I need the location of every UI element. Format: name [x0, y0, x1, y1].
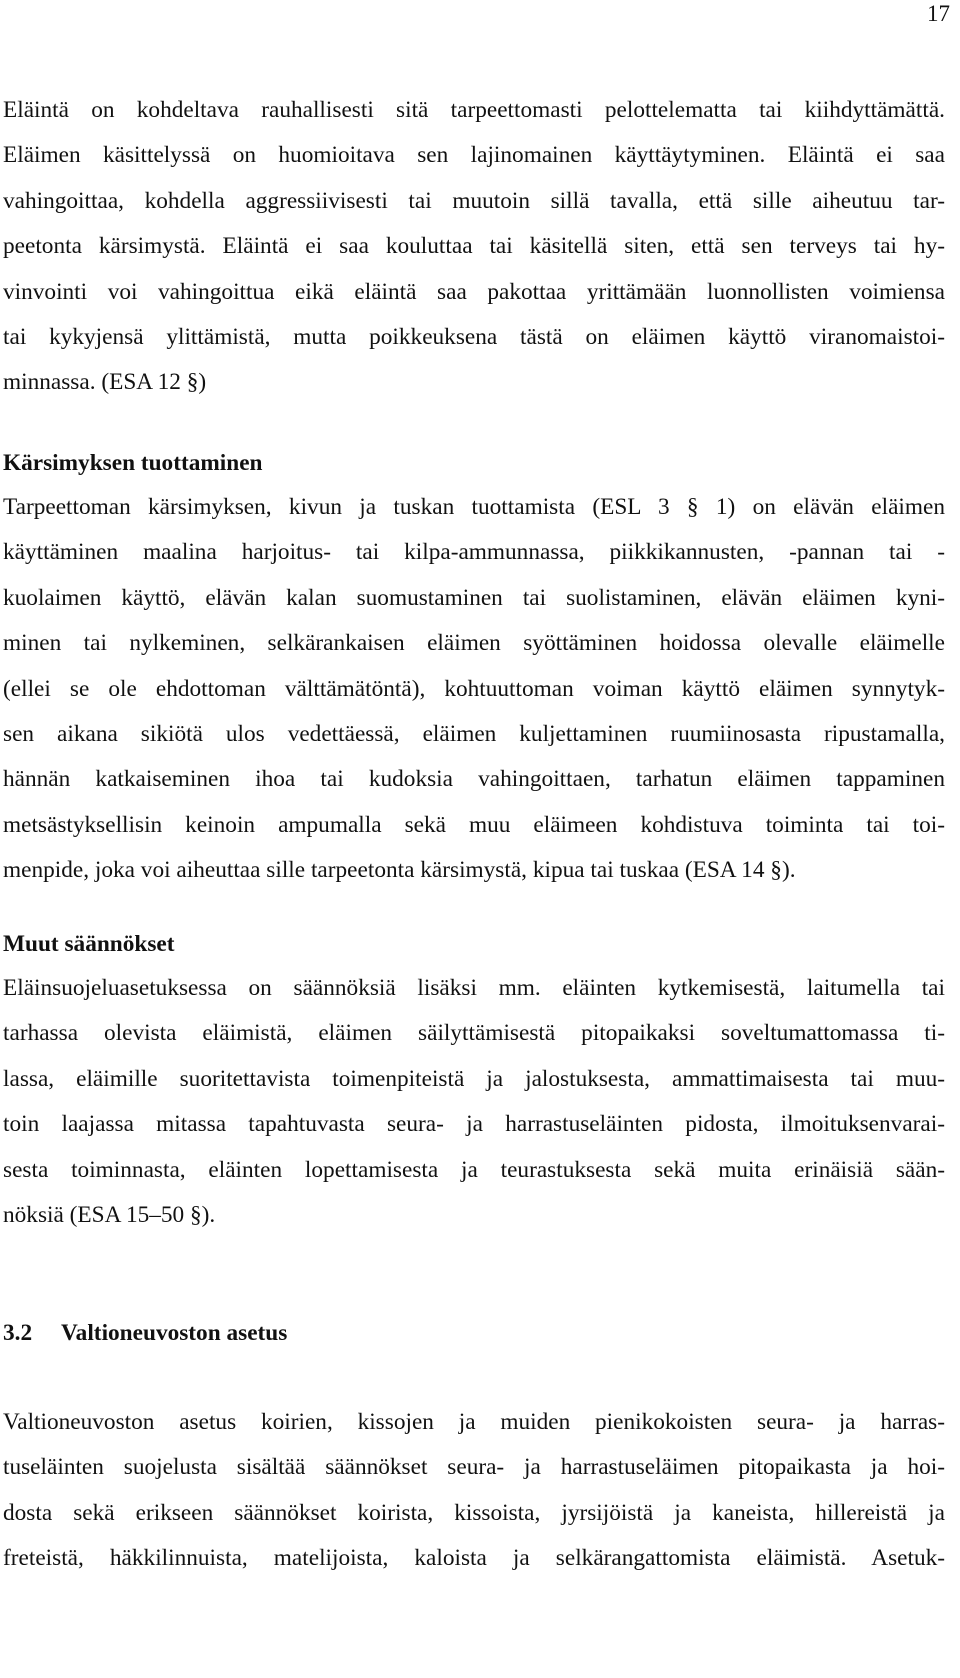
text-line: minen tai nylkeminen, selkärankaisen eläimen syöttäminen hoidossa olevalle eläimelle — [3, 630, 945, 657]
text-line: Eläintä on kohdeltava rauhallisesti sitä tarpeettomasti pelottelematta tai kiihdyttämättä. — [3, 97, 945, 123]
text-line: käyttäminen maalina harjoitus- tai kilpa-ammunnassa, piikkikannusten, -pannan tai - — [3, 539, 945, 566]
text-line: nöksiä (ESA 15–50 §). — [3, 1202, 216, 1229]
text-line: minnassa. (ESA 12 §) — [3, 369, 207, 396]
text-line: sesta toiminnasta, eläinten lopettamisesta ja teurastuksesta sekä muita erinäisiä sään- — [3, 1156, 945, 1183]
paragraph-other-provisions — [3, 966, 945, 1238]
text-line: vinvointi voi vahingoittua eikä eläintä saa pakottaa yrittämään luonnollisten voimiensa — [3, 278, 945, 305]
section-number: 3.2 — [3, 1320, 33, 1346]
text-line: freteistä, häkkilinnuista, matelijoista, kaloista ja selkärangattomista eläimistä. Asetuk- — [3, 1545, 945, 1572]
text-line: metsästyksellisin keinoin ampumalla sekä muu eläimeen kohdistuva toiminta tai toi- — [3, 811, 945, 838]
text-line: (ellei se ole ehdottoman välttämätöntä), kohtuuttoman voiman käyttö eläimen synnytyk- — [3, 675, 945, 702]
heading-other-provisions: Muut säännökset — [3, 931, 175, 957]
text-line: kuolaimen käyttö, elävän kalan suomustaminen tai suolistaminen, elävän eläimen kyni- — [3, 584, 945, 611]
page-number: 17 — [927, 1, 950, 26]
section-title: Valtioneuvoston asetus — [61, 1320, 288, 1346]
paragraph-suffering — [3, 485, 945, 894]
text-line: tuseläinten suojelusta sisältää säännökset seura- ja harrastuseläimen pitopaikasta ja hoi- — [3, 1454, 945, 1481]
text-line: vahingoittaa, kohdella aggressiivisesti tai muutoin sillä tavalla, että sille aiheutuu tar- — [3, 187, 945, 214]
text-line: tarhassa olevista eläimistä, eläimen säilyttämisestä pitopaikaksi soveltumattomassa ti- — [3, 1020, 945, 1047]
text-line: toin laajassa mitassa tapahtuvasta seura- ja harrastuseläinten pidosta, ilmoituksenvarai- — [3, 1111, 945, 1138]
text-line: Valtioneuvoston asetus koirien, kissojen ja muiden pienikokoisten seura- ja harras- — [3, 1409, 945, 1435]
heading-suffering: Kärsimyksen tuottaminen — [3, 450, 263, 476]
text-line: peetonta kärsimystä. Eläintä ei saa kouluttaa tai käsitellä siten, että sen terveys tai hy- — [3, 233, 945, 260]
paragraph-government-decree — [3, 1400, 945, 1582]
text-line: sen aikana sikiötä ulos vedettäessä, eläimen kuljettaminen ruumiinosasta ripustamalla, — [3, 721, 945, 748]
text-line: tai kykyjensä ylittämistä, mutta poikkeuksena tästä on eläimen käyttö viranomaistoi- — [3, 324, 945, 351]
text-line: Tarpeettoman kärsimyksen, kivun ja tuskan tuottamista (ESL 3 § 1) on elävän eläimen — [3, 494, 945, 520]
text-line: hännän katkaiseminen ihoa tai kudoksia vahingoittaen, tarhatun eläimen tappaminen — [3, 766, 945, 793]
text-line: Eläinsuojeluasetuksessa on säännöksiä lisäksi mm. eläinten kytkemisestä, laitumella tai — [3, 975, 945, 1001]
text-line: lassa, eläimille suoritettavista toimenpiteistä ja jalostuksesta, ammattimaisesta tai muu- — [3, 1065, 945, 1092]
text-line: Eläimen käsittelyssä on huomioitava sen lajinomainen käyttäytyminen. Eläintä ei saa — [3, 142, 945, 169]
text-line: menpide, joka voi aiheuttaa sille tarpeetonta kärsimystä, kipua tai tuskaa (ESA 14 §). — [3, 857, 796, 884]
section-heading — [3, 1322, 287, 1345]
text-line: dosta sekä erikseen säännökset koirista, kissoista, jyrsijöistä ja kaneista, hillereistä ja — [3, 1499, 945, 1526]
paragraph-animal-handling — [3, 88, 945, 406]
